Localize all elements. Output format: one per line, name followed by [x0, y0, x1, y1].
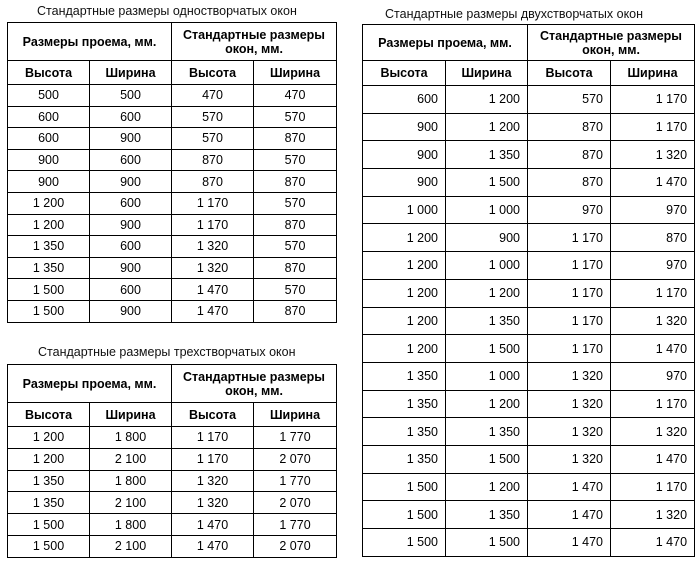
- opening-width-cell: 900: [446, 224, 528, 252]
- standard-width-cell: 1 770: [254, 427, 337, 449]
- table-row: [363, 279, 695, 307]
- table-row: [363, 390, 695, 418]
- standard-width-cell: 1 170: [611, 113, 695, 141]
- standard-height-cell: 1 170: [172, 192, 254, 214]
- standard-height-cell: 470: [172, 85, 254, 107]
- table-row: [8, 85, 337, 107]
- opening-width-cell: 900: [90, 300, 172, 322]
- standard-width-cell: 1 320: [611, 307, 695, 335]
- height-column-header: Высота: [8, 403, 90, 427]
- opening-height-cell: 1 200: [363, 307, 446, 335]
- opening-height-cell: 1 200: [8, 427, 90, 449]
- opening-width-cell: 1 000: [446, 252, 528, 280]
- opening-width-cell: 2 100: [90, 492, 172, 514]
- standard-width-cell: 970: [611, 196, 695, 224]
- opening-height-cell: 600: [8, 106, 90, 128]
- standard-width-cell: 2 070: [254, 492, 337, 514]
- standard-width-cell: 470: [254, 85, 337, 107]
- table-row: [363, 418, 695, 446]
- opening-height-cell: 600: [363, 86, 446, 114]
- height-column-header: Высота: [528, 61, 611, 86]
- standard-width-cell: 870: [254, 257, 337, 279]
- opening-size-header: Размеры проема, мм.: [8, 365, 172, 403]
- standard-height-cell: 870: [172, 171, 254, 193]
- opening-height-cell: 1 200: [8, 448, 90, 470]
- standard-height-cell: 1 470: [528, 501, 611, 529]
- standard-width-cell: 1 320: [611, 501, 695, 529]
- opening-width-cell: 500: [90, 85, 172, 107]
- table-row: [363, 473, 695, 501]
- standard-width-cell: 570: [254, 192, 337, 214]
- standard-height-cell: 1 170: [528, 307, 611, 335]
- opening-height-cell: 1 200: [363, 335, 446, 363]
- triple-table-caption: Стандартные размеры трехстворчатых окон: [38, 345, 296, 359]
- standard-height-cell: 1 170: [172, 214, 254, 236]
- standard-height-cell: 1 320: [528, 445, 611, 473]
- standard-height-cell: 1 320: [172, 236, 254, 258]
- standard-height-cell: 870: [528, 169, 611, 197]
- opening-size-header: Размеры проема, мм.: [8, 23, 172, 61]
- table-row: [363, 224, 695, 252]
- opening-width-cell: 600: [90, 106, 172, 128]
- table-row: [363, 307, 695, 335]
- standard-height-cell: 1 320: [172, 492, 254, 514]
- opening-width-cell: 1 500: [446, 169, 528, 197]
- height-column-header: Высота: [172, 61, 254, 85]
- opening-height-cell: 1 350: [363, 418, 446, 446]
- standard-width-cell: 1 770: [254, 514, 337, 536]
- table-row: [8, 171, 337, 193]
- opening-width-cell: 1 350: [446, 141, 528, 169]
- single-leaf-window-table: [7, 22, 337, 323]
- standard-height-cell: 1 170: [172, 448, 254, 470]
- height-column-header: Высота: [8, 61, 90, 85]
- standard-height-cell: 1 470: [172, 535, 254, 557]
- opening-height-cell: 1 200: [363, 279, 446, 307]
- width-column-header: Ширина: [254, 61, 337, 85]
- standard-width-cell: 570: [254, 236, 337, 258]
- opening-height-cell: 900: [363, 169, 446, 197]
- opening-width-cell: 1 350: [446, 307, 528, 335]
- standard-width-cell: 870: [254, 171, 337, 193]
- opening-width-cell: 1 000: [446, 362, 528, 390]
- table-row: [8, 149, 337, 171]
- opening-height-cell: 500: [8, 85, 90, 107]
- opening-width-cell: 600: [90, 236, 172, 258]
- standard-height-cell: 1 170: [528, 252, 611, 280]
- standard-width-cell: 870: [254, 128, 337, 150]
- opening-height-cell: 1 350: [8, 492, 90, 514]
- double-table-caption: Стандартные размеры двухстворчатых окон: [385, 7, 644, 21]
- standard-height-cell: 1 320: [172, 257, 254, 279]
- opening-width-cell: 1 200: [446, 390, 528, 418]
- opening-width-cell: 1 500: [446, 529, 528, 557]
- opening-height-cell: 1 350: [8, 470, 90, 492]
- standard-width-cell: 570: [254, 279, 337, 301]
- table-row: [8, 427, 337, 449]
- standard-width-cell: 1 170: [611, 390, 695, 418]
- double-leaf-window-table: [362, 24, 695, 557]
- opening-width-cell: 1 000: [446, 196, 528, 224]
- height-column-header: Высота: [172, 403, 254, 427]
- standard-height-cell: 1 170: [528, 279, 611, 307]
- opening-height-cell: 1 500: [363, 473, 446, 501]
- standard-height-cell: 1 320: [528, 362, 611, 390]
- opening-size-header: Размеры проема, мм.: [363, 25, 528, 61]
- standard-width-cell: 870: [254, 300, 337, 322]
- height-column-header: Высота: [363, 61, 446, 86]
- opening-height-cell: 900: [363, 113, 446, 141]
- opening-width-cell: 1 200: [446, 279, 528, 307]
- opening-width-cell: 1 800: [90, 514, 172, 536]
- standard-width-cell: 870: [254, 214, 337, 236]
- opening-height-cell: 1 000: [363, 196, 446, 224]
- standard-height-cell: 570: [172, 128, 254, 150]
- standard-width-cell: 2 070: [254, 535, 337, 557]
- table-row: [363, 445, 695, 473]
- width-column-header: Ширина: [90, 403, 172, 427]
- table-row: [363, 529, 695, 557]
- opening-height-cell: 1 500: [8, 279, 90, 301]
- table-row: [363, 501, 695, 529]
- opening-height-cell: 900: [8, 171, 90, 193]
- table-row: [8, 192, 337, 214]
- opening-height-cell: 1 350: [363, 362, 446, 390]
- width-column-header: Ширина: [254, 403, 337, 427]
- table-row: [8, 448, 337, 470]
- standard-width-cell: 2 070: [254, 448, 337, 470]
- standard-width-cell: 970: [611, 362, 695, 390]
- standard-height-cell: 1 470: [528, 473, 611, 501]
- standard-height-cell: 870: [528, 141, 611, 169]
- table-row: [8, 279, 337, 301]
- standard-height-cell: 970: [528, 196, 611, 224]
- opening-width-cell: 900: [90, 257, 172, 279]
- standard-width-cell: 1 170: [611, 279, 695, 307]
- triple-leaf-window-table: [7, 364, 337, 558]
- opening-height-cell: 1 500: [8, 300, 90, 322]
- table-row: [8, 214, 337, 236]
- standard-size-header: Стандартные размеры окон, мм.: [528, 25, 695, 61]
- opening-width-cell: 600: [90, 149, 172, 171]
- opening-height-cell: 1 350: [8, 257, 90, 279]
- table-row: [8, 492, 337, 514]
- standard-height-cell: 1 170: [528, 224, 611, 252]
- table-row: [363, 335, 695, 363]
- opening-width-cell: 900: [90, 171, 172, 193]
- opening-height-cell: 1 200: [363, 224, 446, 252]
- opening-height-cell: 600: [8, 128, 90, 150]
- standard-width-cell: 870: [611, 224, 695, 252]
- standard-height-cell: 1 320: [528, 418, 611, 446]
- standard-height-cell: 1 470: [172, 514, 254, 536]
- standard-size-header: Стандартные размеры окон, мм.: [172, 365, 337, 403]
- standard-width-cell: 1 170: [611, 86, 695, 114]
- standard-height-cell: 870: [172, 149, 254, 171]
- opening-width-cell: 1 200: [446, 473, 528, 501]
- standard-width-cell: 1 320: [611, 141, 695, 169]
- opening-width-cell: 1 200: [446, 113, 528, 141]
- opening-width-cell: 1 800: [90, 427, 172, 449]
- opening-height-cell: 1 350: [363, 445, 446, 473]
- opening-width-cell: 1 800: [90, 470, 172, 492]
- standard-height-cell: 1 470: [172, 279, 254, 301]
- opening-height-cell: 900: [363, 141, 446, 169]
- standard-height-cell: 1 170: [172, 427, 254, 449]
- opening-width-cell: 1 350: [446, 418, 528, 446]
- standard-width-cell: 1 320: [611, 418, 695, 446]
- opening-height-cell: 1 500: [8, 535, 90, 557]
- table-row: [363, 196, 695, 224]
- standard-size-header: Стандартные размеры окон, мм.: [172, 23, 337, 61]
- table-row: [8, 300, 337, 322]
- opening-height-cell: 900: [8, 149, 90, 171]
- standard-height-cell: 1 320: [172, 470, 254, 492]
- opening-height-cell: 1 200: [8, 214, 90, 236]
- standard-width-cell: 1 170: [611, 473, 695, 501]
- opening-width-cell: 1 500: [446, 445, 528, 473]
- opening-width-cell: 1 350: [446, 501, 528, 529]
- table-row: [363, 169, 695, 197]
- table-row: [363, 86, 695, 114]
- table-row: [8, 535, 337, 557]
- table-row: [8, 514, 337, 536]
- standard-height-cell: 1 470: [528, 529, 611, 557]
- table-row: [363, 141, 695, 169]
- standard-width-cell: 1 470: [611, 445, 695, 473]
- standard-width-cell: 1 470: [611, 335, 695, 363]
- opening-width-cell: 600: [90, 192, 172, 214]
- standard-height-cell: 570: [172, 106, 254, 128]
- table-row: [363, 252, 695, 280]
- opening-height-cell: 1 350: [8, 236, 90, 258]
- standard-height-cell: 870: [528, 113, 611, 141]
- opening-height-cell: 1 500: [363, 501, 446, 529]
- standard-width-cell: 1 770: [254, 470, 337, 492]
- table-row: [8, 128, 337, 150]
- opening-width-cell: 1 500: [446, 335, 528, 363]
- opening-height-cell: 1 200: [363, 252, 446, 280]
- opening-width-cell: 600: [90, 279, 172, 301]
- table-row: [8, 470, 337, 492]
- standard-height-cell: 570: [528, 86, 611, 114]
- opening-height-cell: 1 500: [8, 514, 90, 536]
- opening-width-cell: 1 200: [446, 86, 528, 114]
- standard-width-cell: 1 470: [611, 529, 695, 557]
- width-column-header: Ширина: [90, 61, 172, 85]
- width-column-header: Ширина: [446, 61, 528, 86]
- opening-width-cell: 2 100: [90, 535, 172, 557]
- standard-width-cell: 570: [254, 149, 337, 171]
- standard-width-cell: 570: [254, 106, 337, 128]
- opening-height-cell: 1 200: [8, 192, 90, 214]
- table-row: [8, 257, 337, 279]
- table-row: [363, 113, 695, 141]
- single-table-caption: Стандартные размеры одностворчатых окон: [37, 4, 297, 18]
- standard-height-cell: 1 170: [528, 335, 611, 363]
- opening-width-cell: 2 100: [90, 448, 172, 470]
- opening-height-cell: 1 500: [363, 529, 446, 557]
- opening-height-cell: 1 350: [363, 390, 446, 418]
- standard-width-cell: 970: [611, 252, 695, 280]
- standard-height-cell: 1 470: [172, 300, 254, 322]
- table-row: [8, 106, 337, 128]
- table-row: [8, 236, 337, 258]
- standard-height-cell: 1 320: [528, 390, 611, 418]
- standard-width-cell: 1 470: [611, 169, 695, 197]
- width-column-header: Ширина: [611, 61, 695, 86]
- opening-width-cell: 900: [90, 214, 172, 236]
- table-row: [363, 362, 695, 390]
- opening-width-cell: 900: [90, 128, 172, 150]
